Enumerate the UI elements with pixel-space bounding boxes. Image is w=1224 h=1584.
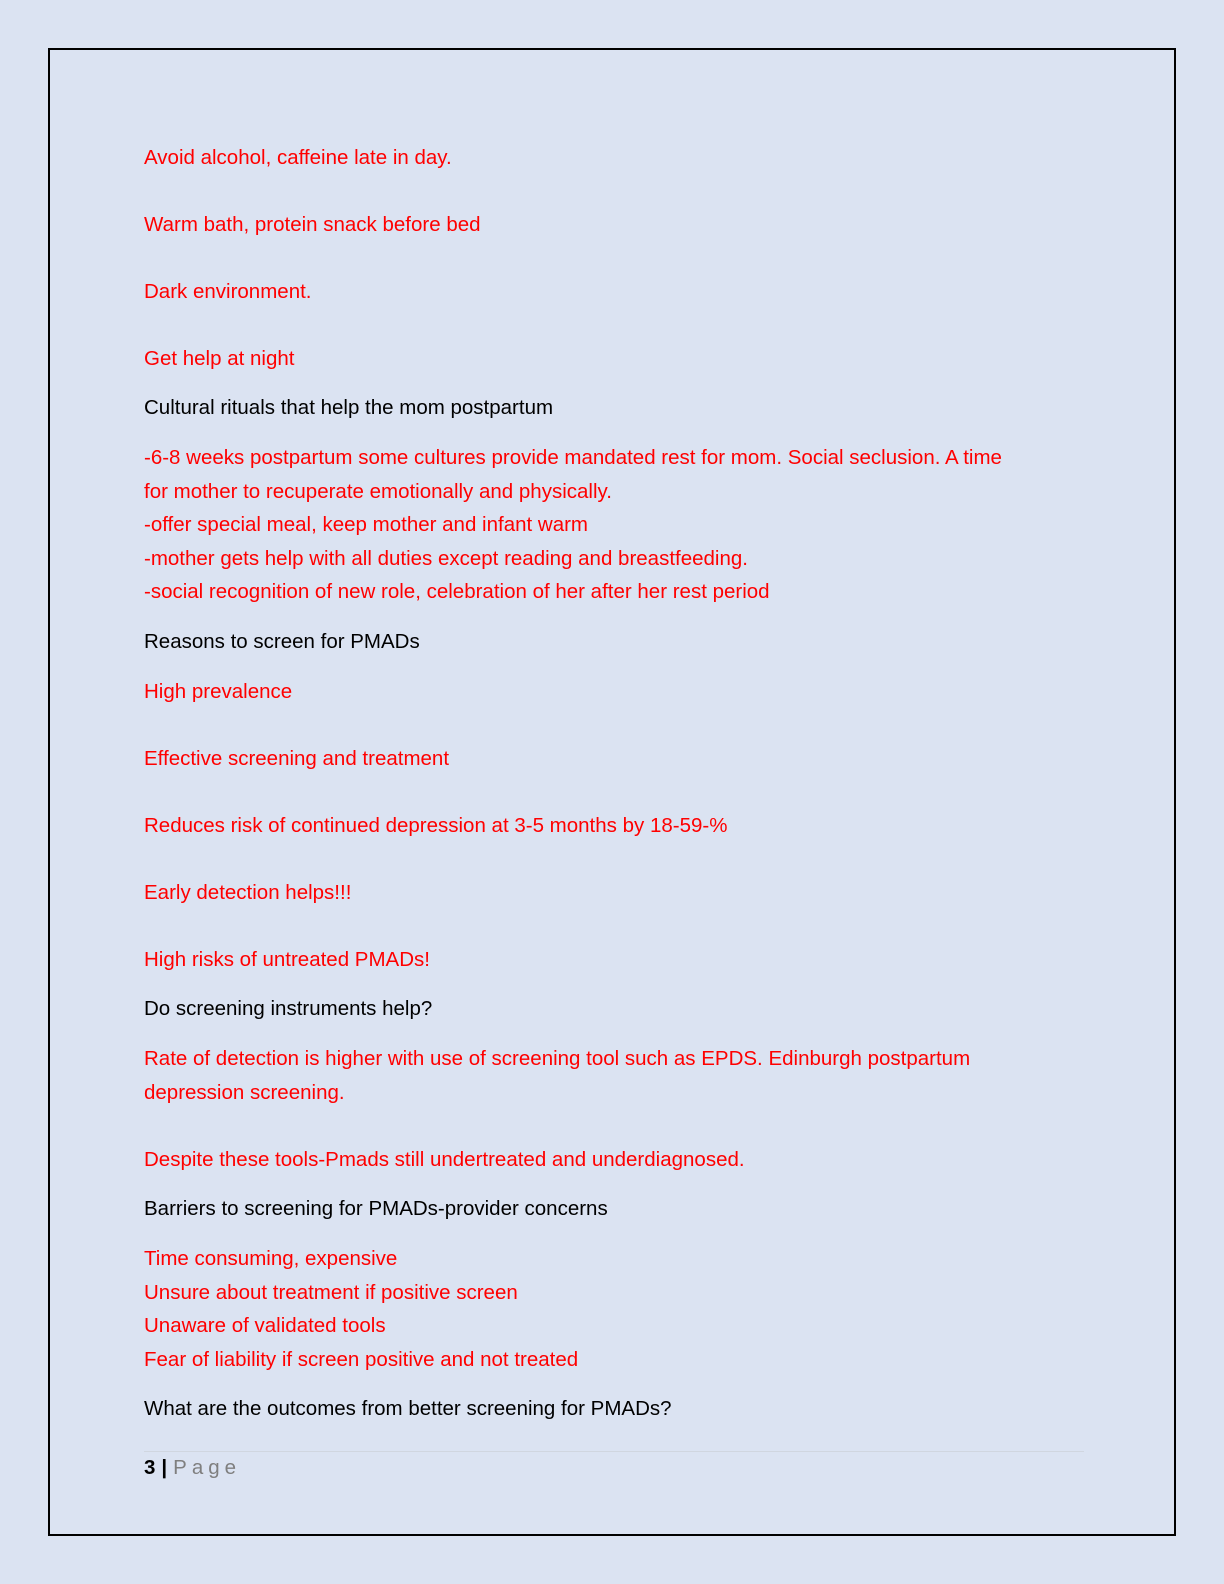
section-heading: Barriers to screening for PMADs-provider concerns — [144, 1197, 608, 1220]
section-heading: Reasons to screen for PMADs — [144, 630, 420, 653]
text-line: Time consuming, expensive — [144, 1247, 398, 1270]
page-border — [48, 48, 1176, 1536]
text-line: Dark environment. — [144, 280, 312, 303]
section-heading: Do screening instruments help? — [144, 997, 433, 1020]
text-line: Avoid alcohol, caffeine late in day. — [144, 146, 452, 169]
text-line: -6-8 weeks postpartum some cultures provide mandated rest for mom. Social seclusion. A time — [144, 446, 1002, 469]
text-line: Fear of liability if screen positive and not treated — [144, 1348, 579, 1371]
text-line: Unaware of validated tools — [144, 1314, 386, 1337]
text-line: Rate of detection is higher with use of screening tool such as EPDS. Edinburgh postpartum — [144, 1047, 971, 1070]
text-line: Early detection helps!!! — [144, 881, 352, 904]
text-line: Get help at night — [144, 347, 295, 370]
text-line: High prevalence — [144, 680, 293, 703]
text-line: Effective screening and treatment — [144, 747, 450, 770]
text-line: -social recognition of new role, celebration of her after her rest period — [144, 580, 770, 603]
text-line: Warm bath, protein snack before bed — [144, 213, 481, 236]
text-line: Despite these tools-Pmads still undertreated and underdiagnosed. — [144, 1148, 745, 1171]
section-heading: What are the outcomes from better screening for PMADs? — [144, 1397, 672, 1420]
text-line: Reduces risk of continued depression at 3-5 months by 18-59-% — [144, 814, 728, 837]
page-label: Page — [173, 1456, 242, 1479]
text-line: for mother to recuperate emotionally and physically. — [144, 480, 612, 503]
text-line: -mother gets help with all duties except reading and breastfeeding. — [144, 547, 748, 570]
footer-divider — [144, 1451, 1084, 1452]
footer-separator: | — [161, 1456, 168, 1479]
section-heading: Cultural rituals that help the mom postpartum — [144, 396, 554, 419]
text-line: High risks of untreated PMADs! — [144, 948, 430, 971]
text-line: -offer special meal, keep mother and infant warm — [144, 513, 589, 536]
page-footer — [144, 1456, 241, 1480]
text-line: depression screening. — [144, 1081, 345, 1104]
page-number: 3 — [144, 1456, 156, 1479]
text-line: Unsure about treatment if positive screen — [144, 1281, 518, 1304]
